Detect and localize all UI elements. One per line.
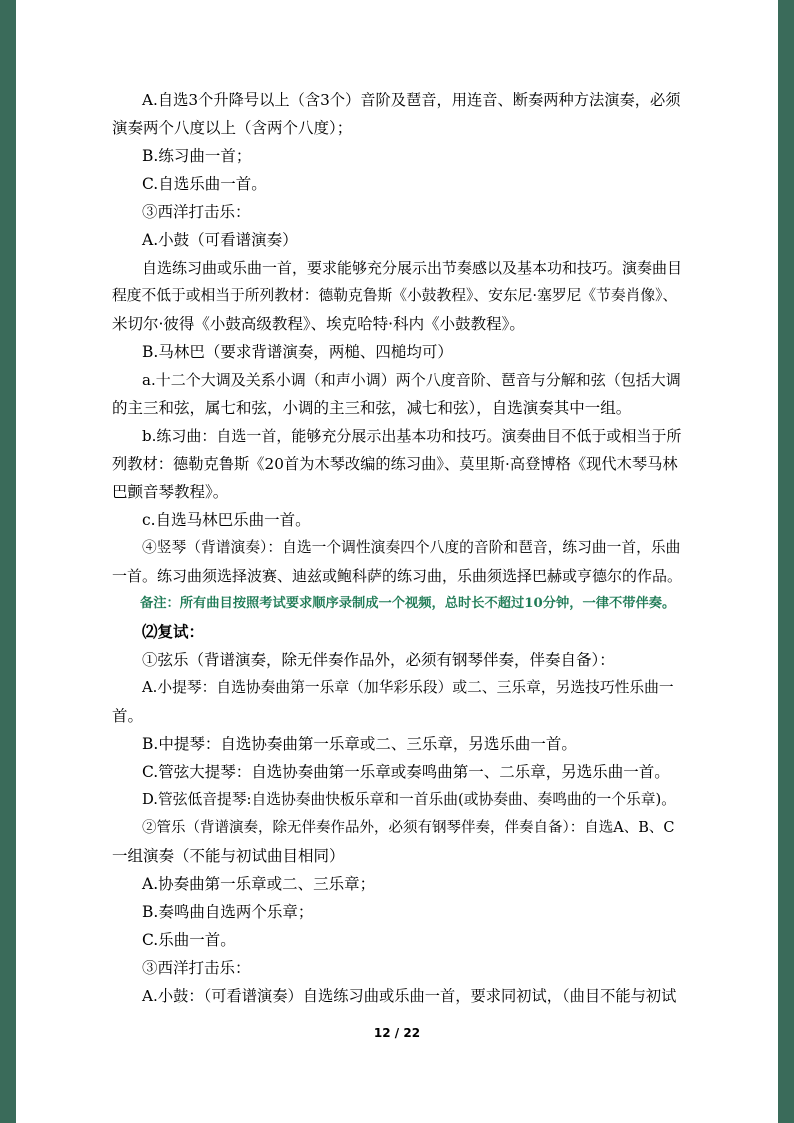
text-line: 首。 [112, 707, 144, 725]
text-line: A.小鼓（可看谱演奏） [142, 231, 298, 249]
document-body [112, 86, 682, 1010]
text-line: B.马林巴（要求背谱演奏，两槌、四槌均可） [142, 343, 453, 361]
text-line: B.练习曲一首； [142, 147, 252, 165]
text-line: 巴颤音琴教程》。 [112, 483, 229, 501]
text-line: 米切尔·彼得《小鼓高级教程》、埃克哈特·科内《小鼓教程》。 [112, 315, 525, 333]
text-line: B.中提琴：自选协奏曲第一乐章或二、三乐章，另选乐曲一首。 [142, 735, 577, 753]
remark-note: 备注：所有曲目按照考试要求顺序录制成一个视频，总时长不超过10分钟，一律不带伴奏。 [140, 596, 676, 611]
text-line: c.自选马林巴乐曲一首。 [142, 511, 311, 529]
text-line: 一首。练习曲须选择波赛、迪兹或鲍科萨的练习曲，乐曲须选择巴赫或亨德尔的作品。 [112, 567, 683, 585]
text-line: 自选练习曲或乐曲一首，要求能够充分展示出节奏感以及基本功和技巧。演奏曲目 [142, 259, 683, 277]
text-line: 一组演奏（不能与初试曲目相同） [112, 847, 345, 865]
text-line: A.小鼓：（可看谱演奏）自选练习曲或乐曲一首，要求同初试，（曲目不能与初试 [142, 987, 677, 1005]
text-line: ④竖琴（背谱演奏）：自选一个调性演奏四个八度的音阶和琶音，练习曲一首，乐曲 [142, 539, 681, 556]
section-heading: ⑵复试： [142, 622, 205, 641]
text-line: 列教材：德勒克鲁斯《20首为木琴改编的练习曲》、莫里斯·高登博格《现代木琴马林 [112, 455, 678, 473]
text-line: ①弦乐（背谱演奏，除无伴奏作品外，必须有钢琴伴奏，伴奏自备）： [142, 651, 615, 669]
left-border-bar [0, 0, 16, 1123]
right-border-bar [778, 0, 794, 1123]
text-line: C.管弦大提琴：自选协奏曲第一乐章或奏鸣曲第一、二乐章，另选乐曲一首。 [142, 763, 670, 781]
text-line: C.自选乐曲一首。 [142, 175, 267, 193]
text-line: A.协奏曲第一乐章或二、三乐章； [142, 875, 376, 893]
text-line: B.奏鸣曲自选两个乐章； [142, 903, 314, 921]
page-number: 12 / 22 [373, 1026, 421, 1040]
text-line: C.乐曲一首。 [142, 931, 236, 949]
text-line: ②管乐（背谱演奏，除无伴奏作品外，必须有钢琴伴奏，伴奏自备）：自选A、B、C [142, 820, 675, 836]
text-line: A.小提琴：自选协奏曲第一乐章（加华彩乐段）或二、三乐章，另选技巧性乐曲一 [142, 679, 674, 696]
text-line: b.练习曲：自选一首，能够充分展示出基本功和技巧。演奏曲目不低于或相当于所 [142, 427, 682, 445]
text-line: A.自选3个升降号以上（含3个）音阶及琶音，用连音、断奏两种方法演奏，必须 [142, 91, 681, 109]
section-heading: ③西洋打击乐： [142, 203, 251, 221]
text-line: 的主三和弦，属七和弦，小调的主三和弦，减七和弦），自选演奏其中一组。 [112, 399, 632, 417]
text-line: 程度不低于或相当于所列教材：德勒克鲁斯《小鼓教程》、安东尼·塞罗尼《节奏肖像》、 [112, 287, 678, 304]
text-line: 演奏两个八度以上（含两个八度）； [112, 119, 353, 137]
text-line: D.管弦低音提琴:自选协奏曲快板乐章和一首乐曲(或协奏曲、奏鸣曲的一个乐章)。 [142, 791, 676, 808]
section-heading: ③西洋打击乐： [142, 959, 251, 977]
text-line: a.十二个大调及关系小调（和声小调）两个八度音阶、琶音与分解和弦（包括大调 [142, 371, 681, 389]
